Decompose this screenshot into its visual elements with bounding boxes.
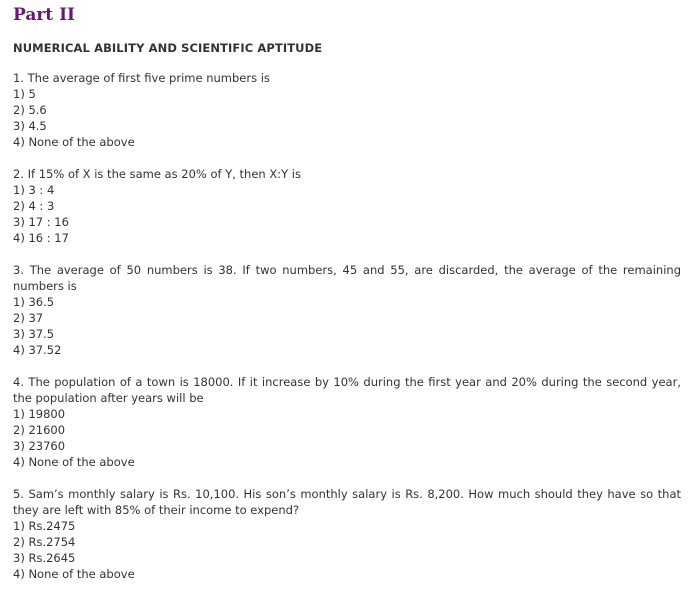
option-1: 1) 36.5	[13, 295, 55, 309]
part-title: Part II	[13, 5, 75, 25]
question-text: 4. The population of a town is 18000. If it increase by 10% during the first year and 20% during the second year, the population after years will be	[13, 375, 681, 405]
option-2: 2) 5.6	[13, 103, 47, 117]
option-4: 4) None of the above	[13, 567, 135, 581]
question-3	[13, 262, 681, 358]
question-4	[13, 374, 681, 470]
question-5	[13, 486, 681, 582]
option-2: 2) 37	[13, 311, 44, 325]
option-4: 4) 16 : 17	[13, 231, 69, 245]
question-1	[13, 70, 681, 150]
question-text: 2. If 15% of X is the same as 20% of Y, then X:Y is	[13, 167, 301, 181]
option-2: 2) Rs.2754	[13, 535, 76, 549]
question-2	[13, 166, 681, 246]
question-text: 1. The average of first five prime numbers is	[13, 71, 270, 85]
option-4: 4) None of the above	[13, 455, 135, 469]
option-4: 4) None of the above	[13, 135, 135, 149]
option-4: 4) 37.52	[13, 343, 62, 357]
document-page	[13, 0, 681, 582]
option-3: 3) 37.5	[13, 327, 55, 341]
option-3: 3) 4.5	[13, 119, 47, 133]
option-1: 1) Rs.2475	[13, 519, 76, 533]
option-3: 3) 17 : 16	[13, 215, 69, 229]
option-2: 2) 4 : 3	[13, 199, 55, 213]
option-3: 3) Rs.2645	[13, 551, 76, 565]
question-text: 5. Sam’s monthly salary is Rs. 10,100. His son’s monthly salary is Rs. 8,200. How much should they have so that they are left with 85% of their income to expend?	[13, 487, 681, 517]
option-2: 2) 21600	[13, 423, 66, 437]
section-title: NUMERICAL ABILITY AND SCIENTIFIC APTITUDE	[13, 41, 323, 55]
option-1: 1) 3 : 4	[13, 183, 55, 197]
option-1: 1) 5	[13, 87, 36, 101]
option-1: 1) 19800	[13, 407, 66, 421]
question-text: 3. The average of 50 numbers is 38. If two numbers, 45 and 55, are discarded, the average of the remaining numbers is	[13, 263, 681, 293]
option-3: 3) 23760	[13, 439, 66, 453]
